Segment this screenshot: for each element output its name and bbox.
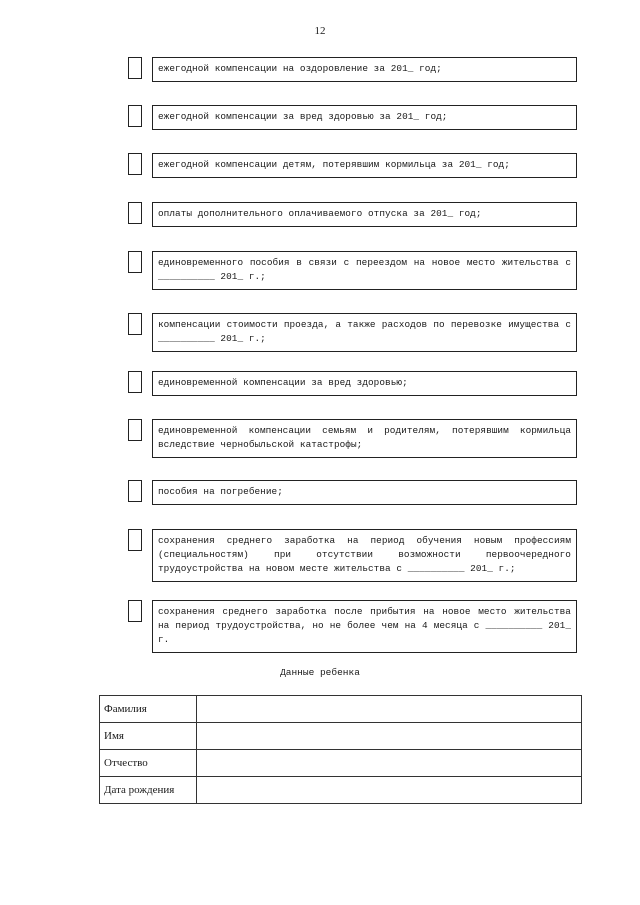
- option-text: пособия на погребение;: [152, 480, 577, 505]
- first-name-label: Имя: [100, 723, 197, 750]
- child-data-table: [99, 695, 582, 804]
- patronymic-field[interactable]: [197, 750, 582, 777]
- option-text: единовременного пособия в связи с переездом на новое место жительства с __________ 201_ г.;: [152, 251, 577, 290]
- table-row: [100, 777, 582, 804]
- option-checkbox[interactable]: [128, 600, 142, 622]
- option-checkbox[interactable]: [128, 105, 142, 127]
- page-number: 12: [314, 25, 326, 37]
- option-checkbox[interactable]: [128, 480, 142, 502]
- option-checkbox[interactable]: [128, 419, 142, 441]
- option-checkbox[interactable]: [128, 251, 142, 273]
- table-row: [100, 696, 582, 723]
- table-row: [100, 723, 582, 750]
- option-text: единовременной компенсации семьям и родителям, потерявшим кормильца вследствие чернобыльской катастрофы;: [152, 419, 577, 458]
- surname-field[interactable]: [197, 696, 582, 723]
- option-text: ежегодной компенсации на оздоровление за 201_ год;: [152, 57, 577, 82]
- birth-date-field[interactable]: [197, 777, 582, 804]
- table-row: [100, 750, 582, 777]
- birth-date-label: Дата рождения: [100, 777, 197, 804]
- option-text: компенсации стоимости проезда, а также расходов по перевозке имущества с __________ 201_ г.;: [152, 313, 577, 352]
- first-name-field[interactable]: [197, 723, 582, 750]
- option-checkbox[interactable]: [128, 371, 142, 393]
- surname-label: Фамилия: [100, 696, 197, 723]
- child-data-title: Данные ребенка: [280, 667, 360, 678]
- option-text: сохранения среднего заработка после прибытия на новое место жительства на период трудоустройства, но не более чем на 4 месяца с __________ 201_ г.: [152, 600, 577, 653]
- option-checkbox[interactable]: [128, 153, 142, 175]
- option-text: сохранения среднего заработка на период обучения новым профессиям (специальностям) при отсутствии возможности первоочередного трудоустройства на новом месте жительства с __________ 201_ г.;: [152, 529, 577, 582]
- option-text: единовременной компенсации за вред здоровью;: [152, 371, 577, 396]
- option-text: ежегодной компенсации детям, потерявшим кормильца за 201_ год;: [152, 153, 577, 178]
- patronymic-label: Отчество: [100, 750, 197, 777]
- option-text: ежегодной компенсации за вред здоровью за 201_ год;: [152, 105, 577, 130]
- option-checkbox[interactable]: [128, 57, 142, 79]
- option-checkbox[interactable]: [128, 202, 142, 224]
- option-checkbox[interactable]: [128, 529, 142, 551]
- option-text: оплаты дополнительного оплачиваемого отпуска за 201_ год;: [152, 202, 577, 227]
- option-checkbox[interactable]: [128, 313, 142, 335]
